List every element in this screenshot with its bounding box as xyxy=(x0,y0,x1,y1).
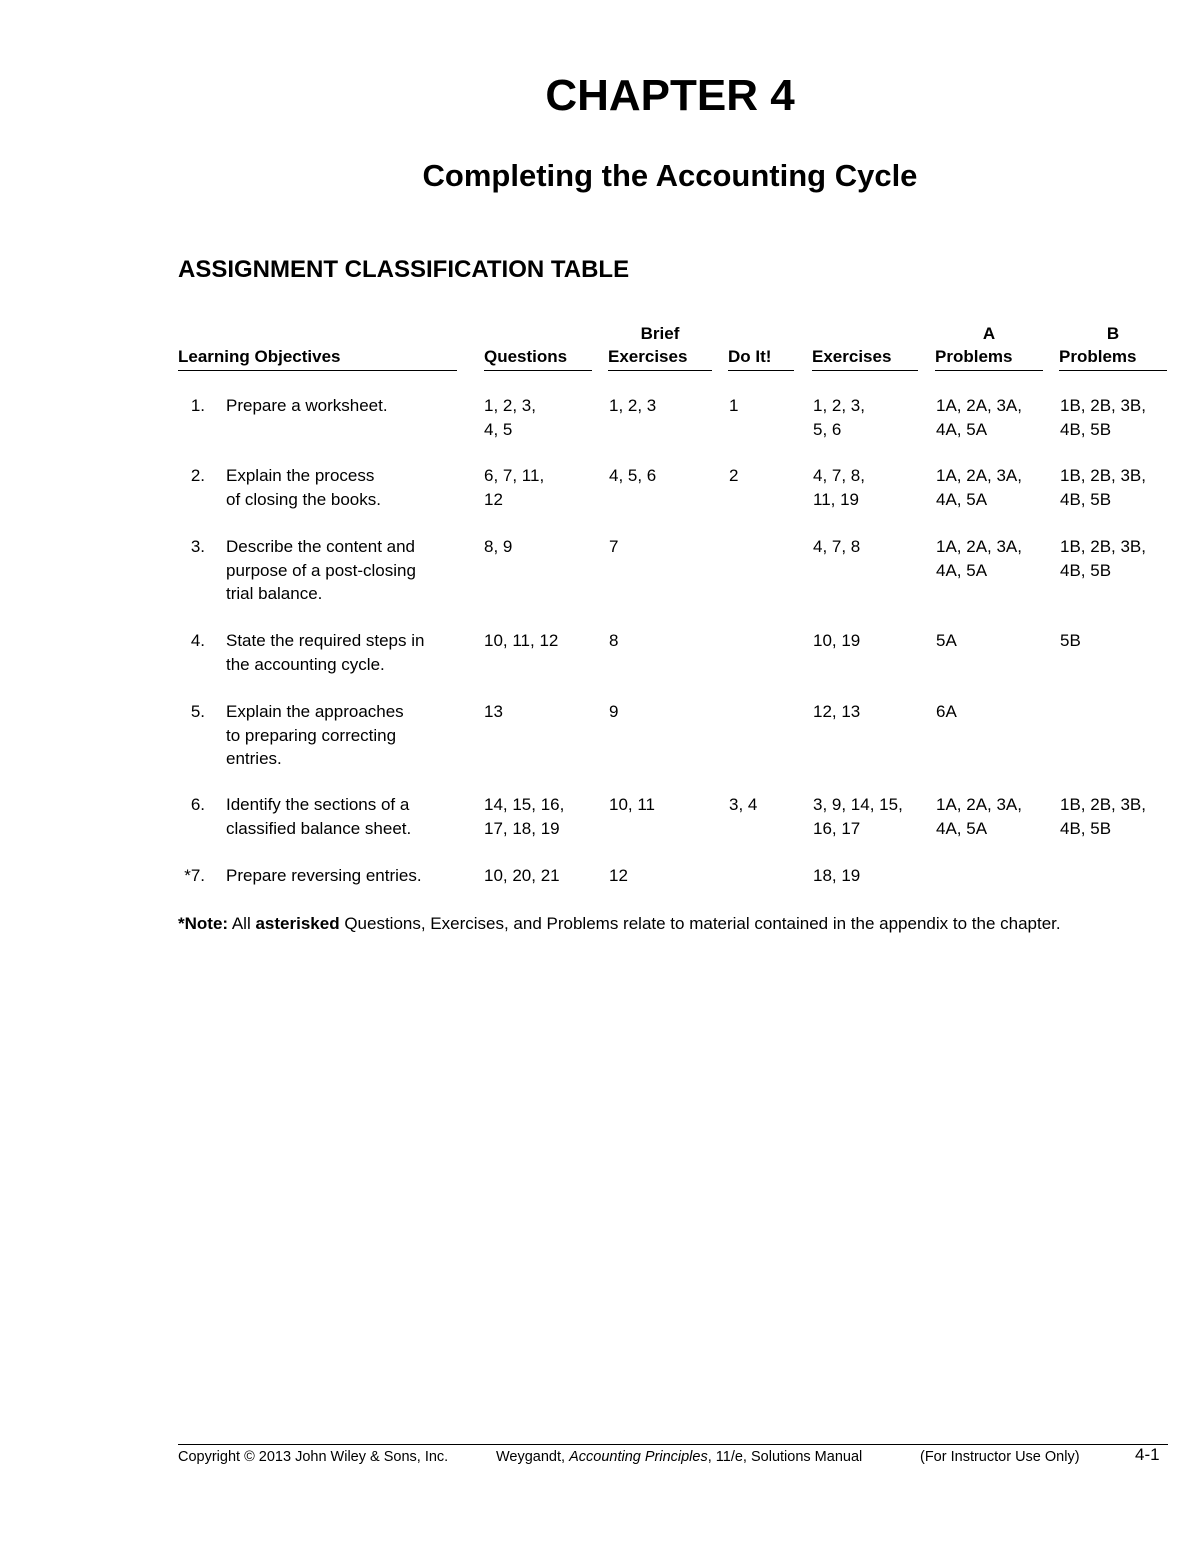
footnote xyxy=(178,912,1168,936)
footer-source xyxy=(496,1447,862,1467)
b-problems-cell: 1B, 2B, 3B, xyxy=(1060,537,1146,556)
objective-cell: Prepare reversing entries. xyxy=(226,866,422,885)
a-problems-cell: 4A, 5A xyxy=(936,489,988,509)
note-text-2: Questions, Exercises, and Problems relate to material contained in the appendix to the chapter. xyxy=(339,914,1061,933)
b-problems-cell: 4B, 5B xyxy=(1060,489,1112,509)
brief-exercises-cell: 9 xyxy=(609,702,619,721)
b-problems-cell: 5B xyxy=(1060,631,1081,650)
a-problems-cell: 6A xyxy=(936,702,957,721)
objective-cell: purpose of a post-closing xyxy=(226,560,416,580)
questions-cell: 4, 5 xyxy=(484,419,513,439)
header-questions: Questions xyxy=(484,322,592,371)
objective-number: 3. xyxy=(190,537,205,556)
footer-book-title: Accounting Principles xyxy=(569,1449,708,1465)
b-problems-cell: 4B, 5B xyxy=(1060,419,1112,439)
b-problems-cell: 4B, 5B xyxy=(1060,818,1112,838)
brief-exercises-cell: 7 xyxy=(609,537,619,556)
exercises-cell: 1, 2, 3, xyxy=(813,396,865,415)
a-problems-cell: 1A, 2A, 3A, xyxy=(936,795,1022,814)
header-b-problems: B Problems xyxy=(1059,322,1167,371)
objective-number: 2. xyxy=(190,466,205,485)
brief-exercises-cell: 8 xyxy=(609,631,619,650)
objective-cell: Explain the approaches xyxy=(226,702,404,721)
objective-number: 5. xyxy=(190,702,205,721)
exercises-cell: 16, 17 xyxy=(813,818,861,838)
b-problems-cell: 1B, 2B, 3B, xyxy=(1060,795,1146,814)
chapter-heading: CHAPTER 4 xyxy=(545,71,795,120)
header-exercises: Exercises xyxy=(812,322,918,371)
note-prefix: *Note: xyxy=(178,914,229,933)
exercises-cell: 4, 7, 8, xyxy=(813,466,865,485)
do-it-cell: 2 xyxy=(729,466,739,485)
header-learning-objectives: Learning Objectives xyxy=(178,322,457,371)
a-problems-cell: 4A, 5A xyxy=(936,560,988,580)
header-brief-exercises: Brief Exercises xyxy=(608,322,712,371)
note-text-1: All xyxy=(228,914,256,933)
footer-copyright: Copyright © 2013 John Wiley & Sons, Inc. xyxy=(178,1449,449,1465)
a-problems-cell: 1A, 2A, 3A, xyxy=(936,396,1022,415)
b-problems-cell: 1B, 2B, 3B, xyxy=(1060,466,1146,485)
chapter-title: Completing the Accounting Cycle xyxy=(422,158,918,193)
a-problems-cell: 1A, 2A, 3A, xyxy=(936,537,1022,556)
objective-cell: Prepare a worksheet. xyxy=(226,396,388,415)
brief-exercises-cell: 10, 11 xyxy=(609,795,656,814)
a-problems-cell: 4A, 5A xyxy=(936,419,988,439)
header-do-it: Do It! xyxy=(728,322,794,371)
objective-number: 6. xyxy=(190,795,205,814)
questions-cell: 10, 20, 21 xyxy=(484,866,560,885)
b-problems-cell: 1B, 2B, 3B, xyxy=(1060,396,1146,415)
objective-cell: of closing the books. xyxy=(226,489,381,509)
footer-edition: , 11/e, Solutions Manual xyxy=(707,1449,863,1465)
exercises-cell: 11, 19 xyxy=(813,489,860,509)
objective-cell: to preparing correcting xyxy=(226,725,397,745)
objective-cell: Identify the sections of a xyxy=(226,795,410,814)
exercises-cell: 3, 9, 14, 15, xyxy=(813,795,903,814)
objective-cell: entries. xyxy=(226,749,282,768)
page-number: 4-1 xyxy=(1135,1445,1160,1464)
questions-cell: 17, 18, 19 xyxy=(484,818,560,838)
questions-cell: 12 xyxy=(484,489,503,509)
header-a-problems: A Problems xyxy=(935,322,1043,371)
objective-number: *7. xyxy=(184,866,205,885)
brief-exercises-cell: 1, 2, 3 xyxy=(609,396,657,415)
exercises-cell: 10, 19 xyxy=(813,631,861,650)
footer-usage: (For Instructor Use Only) xyxy=(920,1449,1080,1465)
exercises-cell: 5, 6 xyxy=(813,419,842,439)
objective-cell: State the required steps in xyxy=(226,631,425,650)
page-footer xyxy=(178,1444,1168,1465)
objective-cell: Explain the process xyxy=(226,466,375,485)
exercises-cell: 4, 7, 8 xyxy=(813,537,861,556)
objective-number: 1. xyxy=(190,396,205,415)
b-problems-cell: 4B, 5B xyxy=(1060,560,1112,580)
questions-cell: 14, 15, 16, xyxy=(484,795,565,814)
footer-author: Weygandt, xyxy=(496,1449,570,1465)
questions-cell: 1, 2, 3, xyxy=(484,396,536,415)
objective-cell: classified balance sheet. xyxy=(226,818,412,838)
objective-number: 4. xyxy=(190,631,205,650)
objective-cell: trial balance. xyxy=(226,584,323,603)
brief-exercises-cell: 12 xyxy=(609,866,628,885)
exercises-cell: 18, 19 xyxy=(813,866,861,885)
a-problems-cell: 4A, 5A xyxy=(936,818,988,838)
a-problems-cell: 5A xyxy=(936,631,957,650)
do-it-cell: 1 xyxy=(729,396,739,415)
objective-cell: Describe the content and xyxy=(226,537,416,556)
brief-exercises-cell: 4, 5, 6 xyxy=(609,466,657,485)
a-problems-cell: 1A, 2A, 3A, xyxy=(936,466,1022,485)
objective-cell: the accounting cycle. xyxy=(226,654,385,674)
questions-cell: 13 xyxy=(484,702,503,721)
questions-cell: 10, 11, 12 xyxy=(484,631,559,650)
exercises-cell: 12, 13 xyxy=(813,702,861,721)
do-it-cell: 3, 4 xyxy=(729,795,758,814)
questions-cell: 8, 9 xyxy=(484,537,513,556)
questions-cell: 6, 7, 11, xyxy=(484,466,545,485)
section-heading: ASSIGNMENT CLASSIFICATION TABLE xyxy=(178,256,630,283)
note-emphasis: asterisked xyxy=(255,914,340,933)
